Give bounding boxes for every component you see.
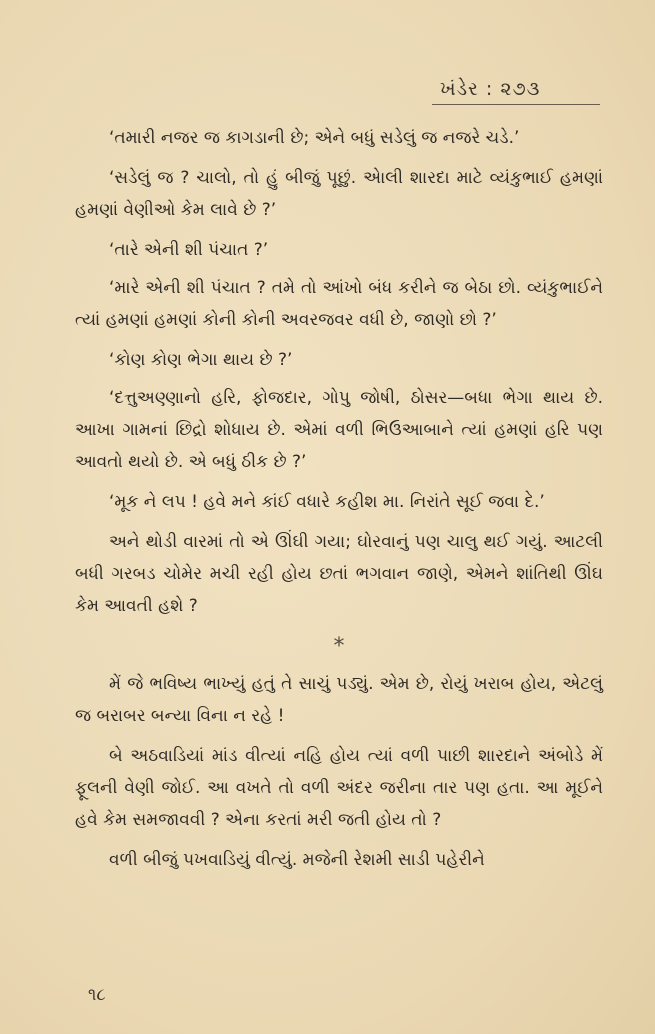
paragraph: ‘તમારી નજર જ કાગડાની છે; એને બધું સડેલું જ નજરે ચડે.’ (109, 128, 520, 148)
paragraph: ‘મારે એની શી પંચાત ? તમે તો આંખો બંધ કરીને જ બેઠા છો. વ્યંકુભાઈને ત્યાં હમણાં હમણાં કોની કોની અવરજવર વધી છે, જાણો છો ?’ (75, 278, 603, 330)
paragraph: અને થોડી વારમાં તો એ ઊંઘી ગયા; ઘોરવાનું પણ ચાલુ થઈ ગયું. આટલી બધી ગરબડ ચોમેર મચી રહી હોય છતાં ભગવાન જાણે, એમને શાંતિથી ઊંઘ કેમ આવતી હશે ? (75, 532, 603, 616)
paragraph: ‘સડેલું જ ? ચાલો, તો હું બીજું પૂછું. એાલી શારદા માટે વ્યંકુભાઈ હમણાં હમણાં વેણીઓ કેમ લાવે છે ?’ (75, 168, 603, 220)
paragraph: મેં જે ભવિષ્ય ભાખ્યું હતું તે સાચું પડ્યું. એમ છે, રોયું ખરાબ હોય, એટલું જ બરાબર બન્યા વિના ન રહે ! (75, 674, 603, 726)
running-header: ખંડેર : ૨૭૩ (440, 78, 541, 100)
body-text (75, 122, 603, 884)
header-rule (432, 104, 600, 105)
section-divider: * (333, 634, 345, 659)
paragraph: ‘દત્તુઅણ્ણાનો હરિ, ફોજદાર, ગોપુ જોષી, ઠોસર—બધા ભેગા થાય છે. આખા ગામનાં છિદ્રો શોધાય છે. એમાં વળી ભિઉઆબાને ત્યાં હમણાં હરિ પણ આવતો થયો છે. એ બધું ઠીક છે ?’ (75, 388, 603, 472)
paragraph: ‘તારે એની શી પંચાત ?’ (109, 240, 269, 260)
page-number: ૧૮ (88, 985, 106, 1005)
paragraph: ‘કોણ કોણ ભેગા થાય છે ?’ (109, 350, 293, 370)
paragraph: ‘મૂક ને લપ ! હવે મને કાંઈ વધારે કહીશ મા. નિરાંતે સૂઈ જવા દે.’ (109, 492, 545, 512)
paragraph: બે અઠવાડિયાં માંડ વીત્યાં નહિ હોય ત્યાં વળી પાછી શારદાને અંબોડે મેં ફૂલની વેણી જોઈ. આ વખતે તો વળી અંદર જરીના તાર પણ હતા. આ મૂઈને હવે કેમ સમજાવવી ? એના કરતાં મરી જતી હોય તો ? (75, 746, 603, 830)
paragraph: વળી બીજું પખવાડિયું વીત્યું. મજેની રેશમી સાડી પહેરીને (109, 850, 485, 870)
